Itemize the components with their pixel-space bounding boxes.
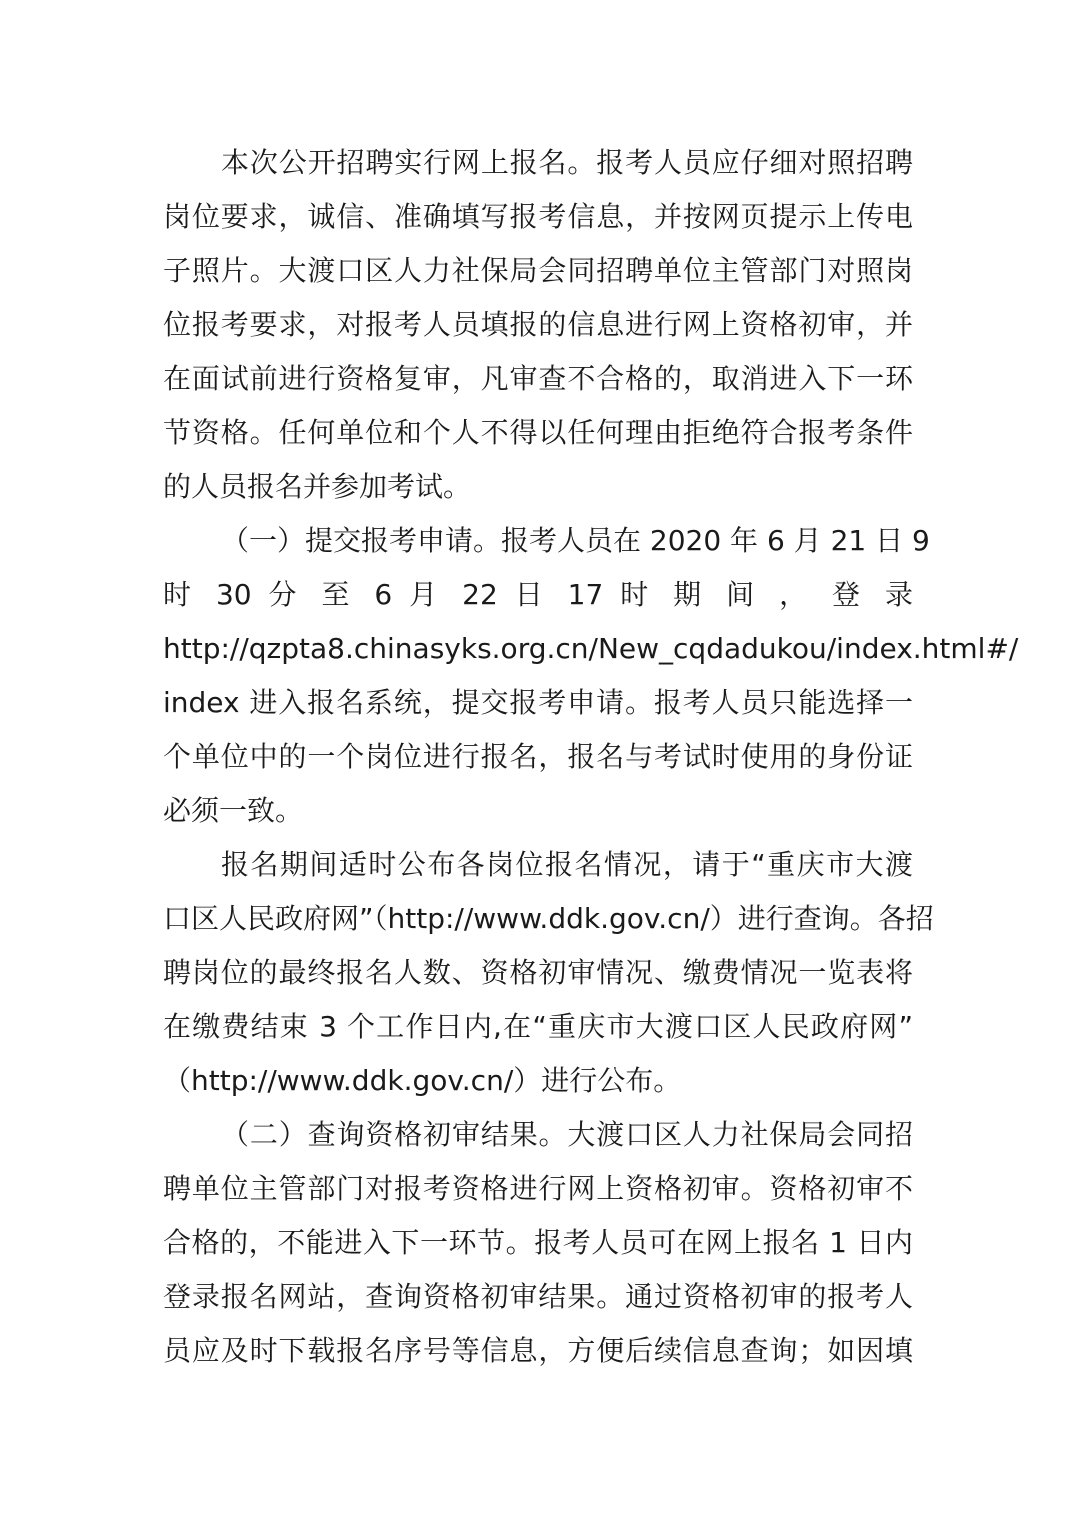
text-line: 子照片。大渡口区人力社保局会同招聘单位主管部门对照岗 — [163, 254, 913, 287]
text-line: 必须一致。 — [163, 794, 304, 827]
text-line: 聘岗位的最终报名人数、资格初审情况、缴费情况一览表将 — [163, 956, 913, 989]
text-line: 岗位要求，诚信、准确填写报考信息，并按网页提示上传电 — [163, 200, 913, 233]
text-line: 时 30 分 至 6 月 22 日 17 时 期 间 ， 登 录 — [163, 578, 913, 611]
document-body — [163, 136, 1019, 1378]
paragraph — [163, 1108, 913, 1378]
text-line: 节资格。任何单位和个人不得以任何理由拒绝符合报考条件 — [163, 416, 913, 449]
text-line: 合格的，不能进入下一环节。报考人员可在网上报名 1 日内 — [163, 1226, 913, 1259]
text-line: 在缴费结束 3 个工作日内,在“重庆市大渡口区人民政府网” — [163, 1010, 913, 1043]
text-line: 登录报名网站，查询资格初审结果。通过资格初审的报考人 — [163, 1280, 913, 1313]
paragraph — [163, 838, 934, 1108]
text-line: 本次公开招聘实行网上报名。报考人员应仔细对照招聘 — [221, 146, 913, 179]
text-line: 的人员报名并参加考试。 — [163, 470, 472, 503]
text-line: （一）提交报考申请。报考人员在 2020 年 6 月 21 日 9 — [221, 524, 930, 557]
paragraph — [163, 514, 1019, 838]
text-line: http://qzpta8.chinasyks.org.cn/New_cqdadukou/index.html#/ — [163, 632, 1019, 665]
text-line: 聘单位主管部门对报考资格进行网上资格初审。资格初审不 — [163, 1172, 913, 1205]
text-line: 员应及时下载报名序号等信息，方便后续信息查询；如因填 — [163, 1334, 913, 1367]
text-line: （二）查询资格初审结果。大渡口区人力社保局会同招 — [221, 1118, 913, 1151]
paragraph — [163, 136, 913, 514]
text-line: 位报考要求，对报考人员填报的信息进行网上资格初审，并 — [163, 308, 913, 341]
text-line: 在面试前进行资格复审，凡审查不合格的，取消进入下一环 — [163, 362, 913, 395]
text-line: 口区人民政府网”（http://www.ddk.gov.cn/）进行查询。各招 — [163, 902, 934, 935]
text-line: （http://www.ddk.gov.cn/）进行公布。 — [163, 1064, 682, 1097]
text-line: index 进入报名系统，提交报考申请。报考人员只能选择一 — [163, 686, 913, 719]
text-line: 报名期间适时公布各岗位报名情况，请于“重庆市大渡 — [221, 848, 913, 881]
text-line: 个单位中的一个岗位进行报名，报名与考试时使用的身份证 — [163, 740, 913, 773]
